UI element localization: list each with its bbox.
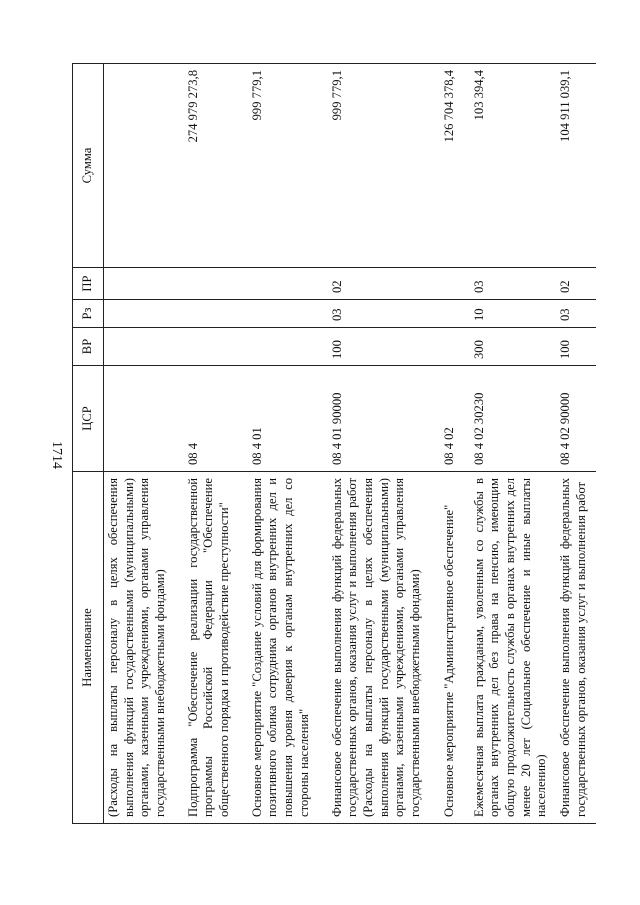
row-rz xyxy=(184,300,248,328)
row-csr xyxy=(104,366,184,472)
row-name: Основное мероприятие "Создание условий для формирования позитивного облика сотрудника органов внутренних дел и повышения уровня доверия к органам внутренних дел со стороны населения" xyxy=(248,472,328,824)
row-csr: 08 4 02 90000 xyxy=(556,366,596,472)
row-rz: 10 xyxy=(470,300,557,328)
header-sum: Сумма xyxy=(73,64,104,268)
table-row xyxy=(440,64,470,824)
row-name: (Расходы на выплаты персоналу в целях обеспечения выполнения функций государственными (муниципальными) органами, казенными учреждениями, органами управления государственными внебюджетными фондами) xyxy=(104,472,184,824)
row-pr: 03 xyxy=(470,268,557,300)
table-row xyxy=(104,64,184,824)
row-name: Ежемесячная выплата гражданам, уволенным со службы в органах внутренних дел без права на пенсию, имеющим общую продолжительность службы в органах внутренних дел менее 20 лет (Социальное обеспечение и иные выплаты населению) xyxy=(470,472,557,824)
page-number xyxy=(44,440,68,470)
row-name: Подпрограмма "Обеспечение реализации государственной программы Российской Федерации "Обеспечение общественного порядка и противодействие преступности" xyxy=(184,472,248,824)
row-pr xyxy=(104,268,184,300)
table-row xyxy=(470,64,557,824)
row-rz xyxy=(440,300,470,328)
page-number-text: 1714 xyxy=(49,441,64,469)
row-name: Основное мероприятие "Административное обеспечение" xyxy=(440,472,470,824)
table-header-row xyxy=(73,64,104,824)
row-csr: 08 4 02 xyxy=(440,366,470,472)
row-rz: 03 xyxy=(328,300,440,328)
header-rz: Рз xyxy=(73,300,104,328)
row-rz xyxy=(248,300,328,328)
row-sum: 104 911 039,1 xyxy=(556,64,596,268)
row-vr xyxy=(440,328,470,366)
row-sum xyxy=(104,64,184,268)
row-csr: 08 4 01 xyxy=(248,366,328,472)
table-row xyxy=(556,64,596,824)
table-row xyxy=(328,64,440,824)
rotated-page-content xyxy=(72,64,588,824)
row-vr xyxy=(184,328,248,366)
row-csr: 08 4 01 90000 xyxy=(328,366,440,472)
row-vr: 100 xyxy=(328,328,440,366)
row-name: Финансовое обеспечение выполнения функций федеральных государственных органов, оказания услуг и выполнения работ (Расходы на выплаты персоналу в целях обеспечения выполнения функций государственными (муниципальными) органами, казенными учреждениями, органами управления государственными внебюджетными фондами) xyxy=(328,472,440,824)
row-vr: 100 xyxy=(556,328,596,366)
row-rz: 03 xyxy=(556,300,596,328)
header-pr: ПР xyxy=(73,268,104,300)
row-sum: 274 979 273,8 xyxy=(184,64,248,268)
row-csr: 08 4 xyxy=(184,366,248,472)
header-name: Наименование xyxy=(73,472,104,824)
header-vr: ВР xyxy=(73,328,104,366)
row-pr: 02 xyxy=(556,268,596,300)
row-vr: 300 xyxy=(470,328,557,366)
header-csr: ЦСР xyxy=(73,366,104,472)
row-name: Финансовое обеспечение выполнения функций федеральных государственных органов, оказания услуг и выполнения работ xyxy=(556,472,596,824)
row-pr xyxy=(248,268,328,300)
row-csr: 08 4 02 30230 xyxy=(470,366,557,472)
row-sum: 999 779,1 xyxy=(328,64,440,268)
row-pr xyxy=(440,268,470,300)
table-row xyxy=(184,64,248,824)
row-rz xyxy=(104,300,184,328)
row-sum: 999 779,1 xyxy=(248,64,328,268)
budget-table xyxy=(72,63,596,824)
table-row xyxy=(248,64,328,824)
row-sum: 126 704 378,4 xyxy=(440,64,470,268)
row-vr xyxy=(248,328,328,366)
row-sum: 103 394,4 xyxy=(470,64,557,268)
row-pr xyxy=(184,268,248,300)
row-pr: 02 xyxy=(328,268,440,300)
row-vr xyxy=(104,328,184,366)
